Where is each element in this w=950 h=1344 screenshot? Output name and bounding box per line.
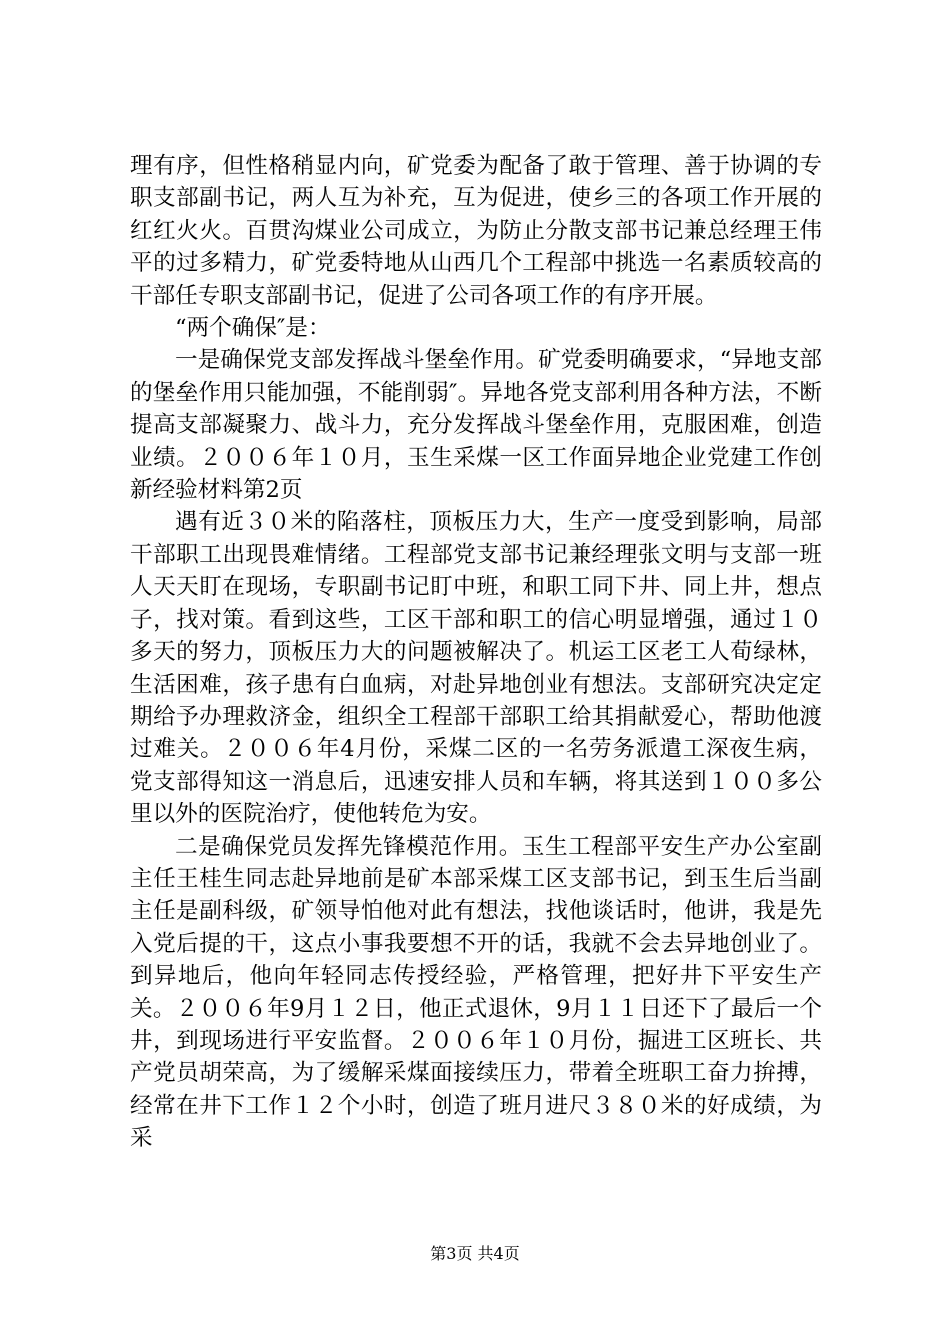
paragraph-guarantee-one: 一是确保党支部发挥战斗堡垒作用。矿党委明确要求，“异地支部的堡垒作用只能加强，不能削弱″。异地各党支部利用各种方法，不断提高支部凝聚力、战斗力，充分发挥战斗堡垒作用，克服困难，创造业绩。２００６年１０月，玉生采煤一区工作面异地企业党建工作创新经验材料第2页: [130, 347, 822, 504]
paragraph-guarantee-two: 二是确保党员发挥先锋模范作用。玉生工程部平安生产办公室副主任王桂生同志赴异地前是矿本部采煤工区支部书记，到玉生后当副主任是副科级，矿领导怕他对此有想法，找他谈话时，他讲，我是先入党后提的干，这点小事我要想不开的话，我就不会去异地创业了。到异地后，他向年轻同志传授经验，严格管理，把好井下平安生产关。２００６年9月１２日，他正式退休，9月１１日还下了最后一个井，到现场进行平安监督。２００６年１０月份，掘进工区班长、共产党员胡荣高，为了缓解采煤面接续压力，带着全班职工奋力拚搏，经常在井下工作１２个小时，创造了班月进尺３８０米的好成绩，为采: [130, 833, 822, 1152]
paragraph-case-story: 遇有近３０米的陷落柱，顶板压力大，生产一度受到影响，局部干部职工出现畏难情绪。工程部党支部书记兼经理张文明与支部一班人天天盯在现场，专职副书记盯中班，和职工同下井、同上井，想点子，找对策。看到这些，工区干部和职工的信心明显增强，通过１０多天的努力，顶板压力大的问题被解决了。机运工区老工人荀绿林，生活困难，孩子患有白血病，对赴异地创业有想法。支部研究决定定期给予办理救济金，组织全工程部干部职工给其捐献爱心，帮助他渡过难关。２００６年4月份，采煤二区的一名劳务派遣工深夜生病，党支部得知这一消息后，迅速安排人员和车辆，将其送到１００多公里以外的医院治疗，使他转危为安。: [130, 509, 822, 828]
paragraph-continuation: 理有序，但性格稍显内向，矿党委为配备了敢于管理、善于协调的专职支部副书记，两人互为补充，互为促进，使乡三的各项工作开展的红红火火。百贯沟煤业公司成立，为防止分散支部书记兼总经理王伟平的过多精力，矿党委特地从山西几个工程部中挑选一名素质较高的干部任专职支部副书记，促进了公司各项工作的有序开展。: [130, 153, 822, 309]
document-body: [130, 150, 822, 1155]
paragraph-heading-two-guarantees: “两个确保″是：: [175, 315, 331, 342]
page-footer: 第3页 共4页: [430, 1244, 520, 1263]
